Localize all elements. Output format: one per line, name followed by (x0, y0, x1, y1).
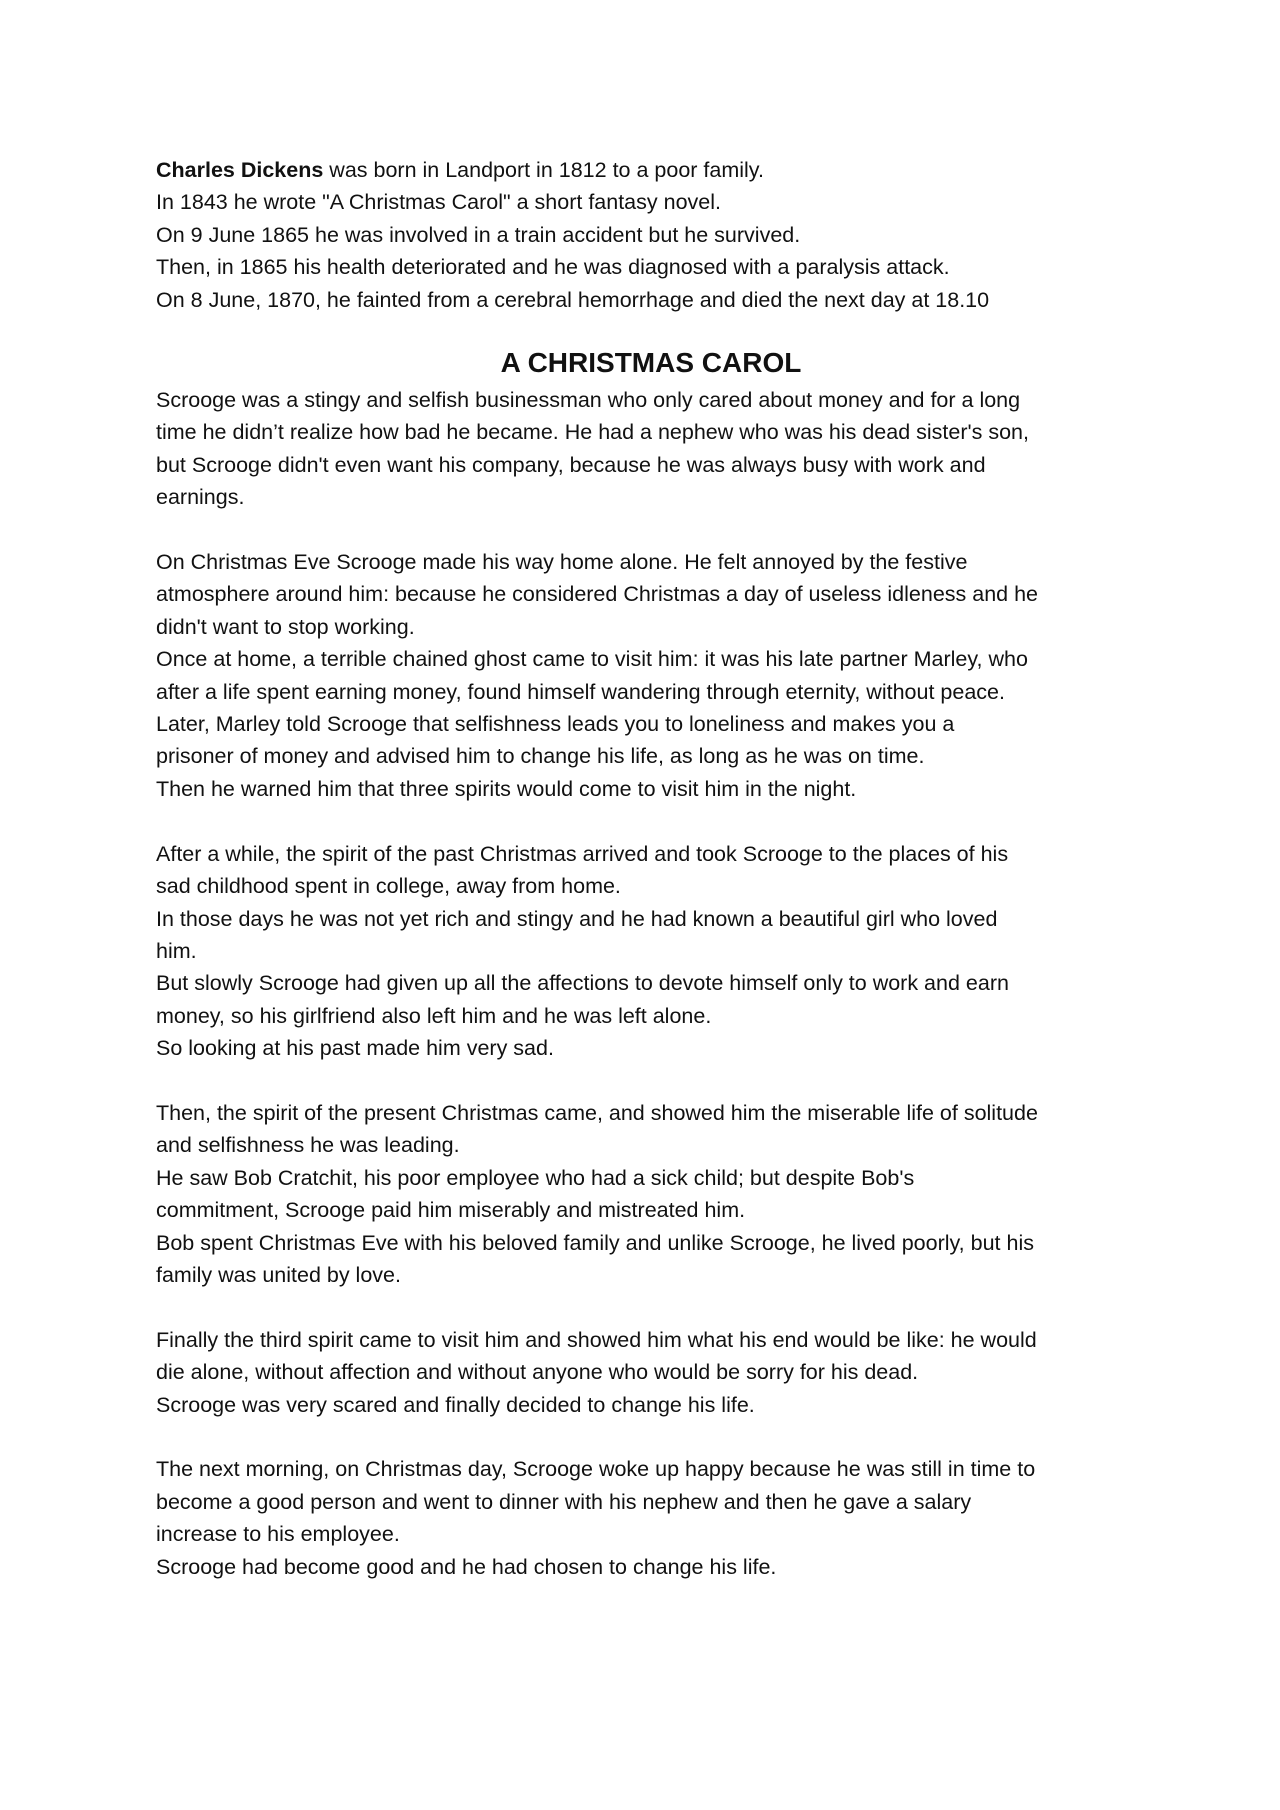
author-name: Charles Dickens (156, 158, 324, 182)
paragraph-line: Scrooge had become good and he had chosen to change his life. (156, 1554, 777, 1579)
paragraph-intro (156, 384, 1146, 514)
paragraph-line: Then he warned him that three spirits would come to visit him in the night. (156, 776, 857, 801)
paragraph-line: didn't want to stop working. (156, 614, 415, 639)
paragraph-line: and selfishness he was leading. (156, 1133, 460, 1158)
paragraph-line: After a while, the spirit of the past Christmas arrived and took Scrooge to the places of his (156, 841, 1009, 866)
bio-line (156, 154, 1146, 186)
paragraph-line: die alone, without affection and without anyone who would be sorry for his dead. (156, 1360, 919, 1385)
paragraph-line: increase to his employee. (156, 1522, 400, 1547)
paragraph-line: He saw Bob Cratchit, his poor employee who had a sick child; but despite Bob's (156, 1165, 915, 1190)
bio-line: In 1843 he wrote "A Christmas Carol" a short fantasy novel. (156, 190, 721, 215)
paragraph-past-spirit (156, 838, 1146, 1065)
paragraph-line: family was united by love. (156, 1262, 401, 1287)
paragraph-line: Scrooge was very scared and finally decided to change his life. (156, 1392, 755, 1417)
paragraph-christmas-eve (156, 546, 1146, 805)
paragraph-line: In those days he was not yet rich and stingy and he had known a beautiful girl who loved (156, 906, 998, 931)
bio-line: On 9 June 1865 he was involved in a train accident but he survived. (156, 222, 801, 247)
paragraph-line: him. (156, 938, 197, 963)
paragraph-line: after a life spent earning money, found himself wandering through eternity, without peace. (156, 679, 1005, 704)
paragraph-line: earnings. (156, 485, 245, 510)
paragraph-line: On Christmas Eve Scrooge made his way home alone. He felt annoyed by the festive (156, 550, 968, 575)
story-title: A CHRISTMAS CAROL (500, 347, 802, 379)
paragraph-line: sad childhood spent in college, away from home. (156, 874, 621, 899)
paragraph-line: time he didn’t realize how bad he became. He had a nephew who was his dead sister's son, (156, 420, 1029, 445)
paragraph-third-spirit (156, 1324, 1146, 1421)
paragraph-line: prisoner of money and advised him to change his life, as long as he was on time. (156, 744, 925, 769)
paragraph-line: money, so his girlfriend also left him and he was left alone. (156, 1003, 712, 1028)
paragraph-line: Then, the spirit of the present Christmas came, and showed him the miserable life of solitude (156, 1100, 1038, 1125)
paragraph-line: Finally the third spirit came to visit him and showed him what his end would be like: he would (156, 1327, 1037, 1352)
paragraph-line: commitment, Scrooge paid him miserably and mistreated him. (156, 1198, 746, 1223)
paragraph-christmas-morning (156, 1453, 1146, 1583)
paragraph-line: Once at home, a terrible chained ghost came to visit him: it was his late partner Marley, who (156, 647, 1028, 672)
bio-line: Then, in 1865 his health deteriorated and he was diagnosed with a paralysis attack. (156, 255, 950, 280)
paragraph-line: Bob spent Christmas Eve with his beloved family and unlike Scrooge, he lived poorly, but his (156, 1230, 1034, 1255)
bio-line-text: was born in Landport in 1812 to a poor family. (323, 158, 764, 182)
paragraph-present-spirit (156, 1097, 1146, 1291)
author-bio (156, 154, 1146, 316)
paragraph-line: But slowly Scrooge had given up all the affections to devote himself only to work and earn (156, 971, 1009, 996)
paragraph-line: atmosphere around him: because he considered Christmas a day of useless idleness and he (156, 582, 1039, 607)
paragraph-line: become a good person and went to dinner with his nephew and then he gave a salary (156, 1489, 972, 1514)
paragraph-line: Later, Marley told Scrooge that selfishness leads you to loneliness and makes you a (156, 712, 955, 737)
paragraph-line: but Scrooge didn't even want his company, because he was always busy with work and (156, 452, 986, 477)
paragraph-line: Scrooge was a stingy and selfish businessman who only cared about money and for a long (156, 388, 1021, 413)
document-body (156, 154, 1146, 1583)
paragraph-line: So looking at his past made him very sad. (156, 1036, 554, 1061)
bio-line: On 8 June, 1870, he fainted from a cerebral hemorrhage and died the next day at 18.10 (156, 287, 990, 312)
paragraph-line: The next morning, on Christmas day, Scrooge woke up happy because he was still in time to (156, 1457, 1036, 1482)
